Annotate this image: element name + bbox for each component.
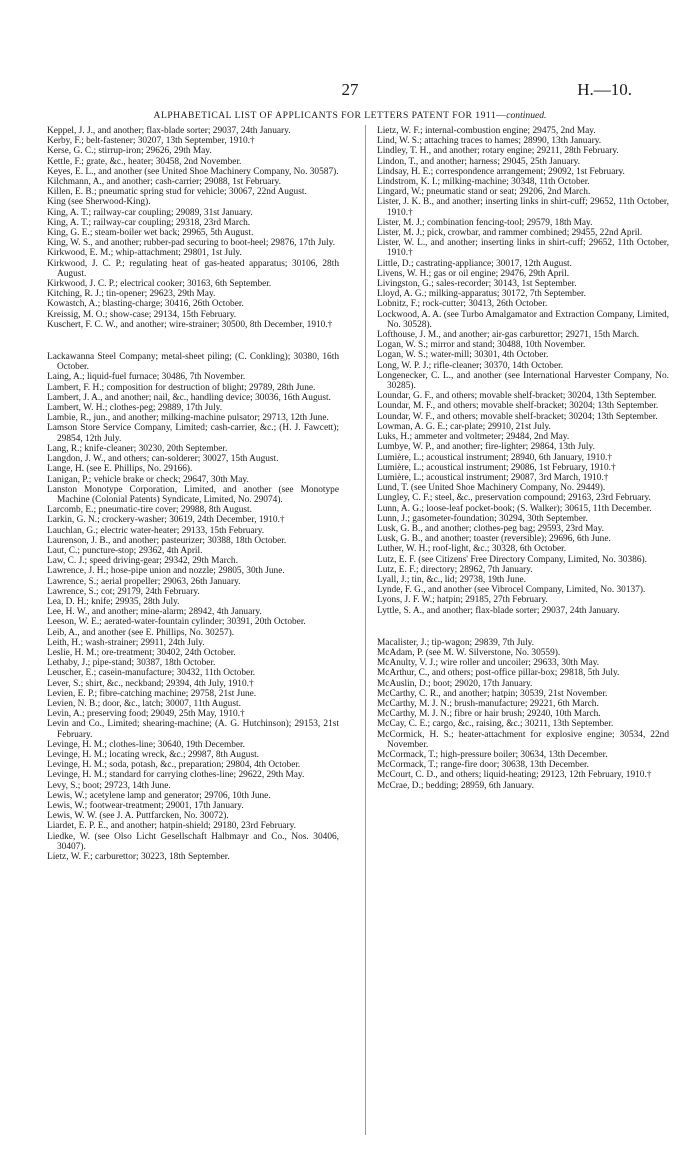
- list-entry: Lamson Store Service Company, Limited; cash-carrier, &c.; (H. J. Fawcett); 29854, 12th July.: [47, 423, 339, 444]
- list-entry: Luther, W. H.; roof-light, &c.; 30328, 6th October.: [377, 544, 567, 555]
- list-entry: Lang, R.; knife-cleaner; 30230, 20th September.: [47, 443, 228, 454]
- right-column: [377, 126, 669, 791]
- list-entry: Lingard, W.; pneumatic stand or seat; 29206, 2nd March.: [377, 187, 591, 198]
- list-entry: Lewis, W.; footwear-treatment; 29001, 17th January.: [47, 801, 244, 811]
- list-entry: McAuslin, D.; boot; 29020, 17th January.: [377, 678, 533, 689]
- list-entry: Logan, W. S.; water-mill; 30301, 4th October.: [377, 350, 549, 361]
- list-entry: Lawrence, J. H.; hose-pipe union and nozzle; 29805, 30th June.: [47, 566, 285, 577]
- list-entry: Lethaby, J.; pipe-stand; 30387, 18th October.: [47, 658, 216, 669]
- list-entry: Lund, T. (see United Shoe Machinery Company, No. 29449).: [377, 483, 606, 494]
- list-entry: Lumière, L.; acoustical instrument; 29087, 3rd March, 1910.†: [377, 472, 609, 483]
- list-entry: Levien, N. B.; door, &c., latch; 30007, 11th August.: [47, 698, 241, 709]
- list-entry: Lind, W. S.; attaching traces to hames; 28990, 13th January.: [377, 136, 602, 147]
- list-entry: Livingston, G.; sales-recorder; 30143, 1st September.: [377, 279, 577, 290]
- list-entry: Kerse, G. C.; stirrup-iron; 29626, 29th May.: [47, 146, 212, 157]
- list-entry: Kilchmann, A., and another; cash-carrier; 29088, 1st February.: [47, 177, 281, 188]
- list-entry: Kirkwood, E. M.; whip-attachment; 29801, 1st July.: [47, 248, 242, 259]
- list-entry: Liedke, W. (see Olso Licht Gesellschaft Halbmayr and Co., Nos. 30406, 30407).: [47, 831, 339, 852]
- list-entry: Lietz, W. F.; internal-combustion engine; 29475, 2nd May.: [377, 126, 596, 136]
- list-entry: Lauchlan, G.; electric water-heater; 29133, 15th February.: [47, 525, 265, 536]
- list-entry: Macalister, J.; tip-wagon; 29839, 7th July.: [377, 637, 535, 648]
- list-entry: Kirkwood, J. C. P.; regulating heat of gas-heated apparatus; 30106, 28th August.: [47, 258, 339, 279]
- list-entry: Lange, H. (see E. Phillips, No. 29166).: [47, 464, 193, 475]
- list-entry: Lea, D. H.; knife; 29935, 28th July.: [47, 596, 180, 607]
- list-entry: Lumière, L.; acoustical instrument; 28940, 6th January, 1910.†: [377, 452, 613, 463]
- list-entry: McCarthy, C. R., and another; hatpin; 30539, 21st November.: [377, 688, 608, 699]
- list-entry: Lobnitz, F.; rock-cutter; 30413, 26th October.: [377, 299, 548, 310]
- list-entry: Lowman, A. G. E.; car-plate; 29910, 21st July.: [377, 421, 551, 432]
- list-entry: Lutz, E. F. (see Citizens' Free Directory Company, Limited, No. 30386).: [377, 554, 647, 565]
- list-entry: McCarthy, M. J. N.; fibre or hair brush; 29240, 10th March.: [377, 709, 601, 720]
- list-entry: Kitching, R. J.; tin-opener; 29623, 29th May.: [47, 289, 216, 300]
- title-continued: continued.: [506, 110, 547, 121]
- list-entry: McCay, C. E.; cargo, &c., raising, &c.; 30211, 13th September.: [377, 719, 614, 730]
- left-column: [47, 126, 339, 862]
- list-entry: Loundar, M. F., and others; movable shelf-bracket; 30204; 13th September.: [377, 401, 659, 412]
- list-entry: Levin and Co., Limited; shearing-machine; (A. G. Hutchinson); 29153, 21st February.: [47, 719, 339, 740]
- list-entry: Larkin, G. N.; crockery-washer; 30619, 24th December, 1910.†: [47, 515, 285, 526]
- list-entry: King (see Sherwood-King).: [47, 197, 151, 208]
- list-entry: Law, C. J.; speed driving-gear; 29342, 29th March.: [47, 556, 238, 567]
- list-entry: Leith, H.; wash-strainer; 29911, 24th July.: [47, 637, 205, 648]
- list-entry: Lister, J. K. B., and another; inserting links in shirt-cuff; 29652, 11th October, 1910.†: [377, 197, 669, 218]
- list-entry: Long, W. P. J.; rifle-cleaner; 30370, 14th October.: [377, 360, 564, 371]
- list-entry: Lewis, W. W. (see J. A. Puttfarcken, No. 30072).: [47, 811, 229, 822]
- list-entry: Levinge, H. M.; standard for carrying clothes-line; 29622, 29th May.: [47, 770, 305, 781]
- list-entry: Lawrence, S.; cot; 29179, 24th February.: [47, 586, 200, 597]
- list-entry: Laing, A.; liquid-fuel furnace; 30486, 7th November.: [47, 372, 246, 383]
- list-entry: Lockwood, A. A. (see Turbo Amalgamator and Extraction Company, Limited, No. 30528).: [377, 309, 669, 330]
- page-number: 27: [341, 80, 359, 99]
- list-entry: Levinge, H. M.; soda, potash, &c., preparation; 29804, 4th October.: [47, 760, 301, 771]
- list-entry: Leib, A., and another (see E. Phillips, No. 30257).: [47, 627, 235, 638]
- column-divider: [365, 125, 366, 1135]
- list-entry: Lyall, J.; tin, &c., lid; 29738, 19th June.: [377, 574, 526, 585]
- list-entry: McCormack, T.; high-pressure boiler; 30634, 13th December.: [377, 749, 608, 760]
- list-entry: McCrae, D.; bedding; 28959, 6th January.: [377, 780, 534, 791]
- list-entry: Larcomb, E.; pneumatic-tire cover; 29988, 8th August.: [47, 505, 252, 516]
- list-entry: King, G. E.; steam-boiler wet back; 29965, 5th August.: [47, 228, 254, 239]
- list-entry: King, W. S., and another; rubber-pad securing to boot-heel; 29876, 17th July.: [47, 238, 336, 249]
- list-entry: Kreissig, M. O.; show-case; 29134, 15th February.: [47, 309, 237, 320]
- list-entry: Levinge, H. M.; locating wreck, &c.; 29987, 8th August.: [47, 749, 260, 760]
- list-entry: Lambert, W. H.; clothes-peg; 29889, 17th July.: [47, 403, 223, 414]
- list-entry: Lambert, J. A., and another; nail, &c., handling device; 30036, 16th August.: [47, 392, 331, 403]
- list-entry: Leuscher, E.; casein-manufacture; 30432, 11th October.: [47, 668, 256, 679]
- list-entry: McCarthy, M. J. N.; brush-manufacture; 29221, 6th March.: [377, 698, 599, 709]
- list-entry: Levien, E. P.; fibre-catching machine; 29758, 21st June.: [47, 688, 257, 699]
- list-entry: Lunn, J.; gasometer-foundation; 30294, 30th September.: [377, 513, 588, 524]
- list-entry: Killen, E. B.; pneumatic spring stud for vehicle; 30067, 22nd August.: [47, 187, 307, 198]
- list-entry: Luks, H.; ammeter and voltmeter; 29484, 2nd May.: [377, 432, 570, 443]
- list-entry: Lusk, G. B., and another; toaster (reversible); 29696, 6th June.: [377, 534, 611, 545]
- list-entry: Lever, S.; shirt, &c., neckband; 29394, 4th July, 1910.†: [47, 678, 254, 689]
- list-entry: Lewis, W.; acetylene lamp and generator; 29706, 10th June.: [47, 790, 271, 801]
- list-entry: Lambie, R., jun., and another; milking-machine pulsator; 29713, 12th June.: [47, 413, 329, 424]
- list-entry: Keppel, J. J., and another; flax-blade sorter; 29037, 24th January.: [47, 126, 291, 136]
- list-entry: Levy, S.; boot; 29723, 14th June.: [47, 780, 171, 791]
- list-entry: Lanigan, P.; vehicle brake or check; 29647, 30th May.: [47, 474, 249, 485]
- list-entry: Lindstrom, K. I.; milking-machine; 30348, 11th October.: [377, 177, 590, 188]
- list-entry: Lofthouse, J. M., and another; air-gas carburettor; 29271, 15th March.: [377, 330, 640, 341]
- list-entry: Lumière, L.; acoustical instrument; 29086, 1st February, 1910.†: [377, 462, 616, 473]
- list-entry: McAdam, P. (see M. W. Silverstone, No. 30559).: [377, 647, 561, 658]
- list-entry: Lietz, W. F.; carburettor; 30223, 18th September.: [47, 852, 230, 863]
- list-entry: Liardet, E. P. E., and another; hatpin-shield; 29180, 23rd February.: [47, 821, 297, 832]
- list-entry: Lee, H. W., and another; mine-alarm; 28942, 4th January.: [47, 607, 262, 618]
- list-entry: Lister, M. J.; pick, crowbar, and rammer combined; 29455, 22nd April.: [377, 228, 643, 239]
- list-entry: Levin, A.; preserving food; 29049, 25th May, 1910.†: [47, 709, 245, 720]
- list-entry: Lister, W. L., and another; inserting links in shirt-cuff; 29652, 11th October, 1910.†: [377, 238, 669, 259]
- list-entry: McCormick, H. S.; heater-attachment for explosive engine; 30534, 22nd November.: [377, 729, 669, 750]
- list-entry: King, A. T.; railway-car coupling; 29318, 23rd March.: [47, 217, 251, 228]
- page-title: [0, 110, 700, 121]
- list-entry: Lindsay, H. E.; correspondence arrangement; 29092, 1st February.: [377, 166, 625, 177]
- list-entry: Lambert, F. H.; composition for destruction of blight; 29789, 28th June.: [47, 382, 316, 393]
- list-entry: Livens, W. H.; gas or oil engine; 29476, 29th April.: [377, 268, 570, 279]
- list-entry: Lawrence, S.; aerial propeller; 29063, 26th January.: [47, 576, 241, 587]
- list-entry: King, A. T.; railway-car coupling; 29089, 31st January.: [47, 207, 253, 218]
- list-entry: Leeson, W. E.; aerated-water-fountain cylinder; 30391, 20th October.: [47, 617, 306, 628]
- list-entry: Longenecker, C. L., and another (see International Harvester Company, No. 30285).: [377, 370, 669, 392]
- list-entry: Lynde, F. G., and another (see Vibrocel Company, Limited, No. 30137).: [377, 585, 646, 596]
- list-entry: Loundar, G. F., and others; movable shelf-bracket; 30204, 13th September.: [377, 391, 657, 402]
- list-entry: Lunn, A. G.; loose-leaf pocket-book; (S. Walker); 30615, 11th December.: [377, 503, 652, 514]
- list-entry: Kowastch, A.; blasting-charge; 30416, 26th October.: [47, 299, 244, 310]
- list-entry: Kerby, F.; belt-fastener; 30207, 13th September, 1910.†: [47, 136, 255, 147]
- list-entry: Little, D.; castrating-appliance; 30017, 12th August.: [377, 258, 572, 269]
- list-entry: Lloyd, A. G.; milking-apparatus; 30172, 7th September.: [377, 289, 586, 300]
- list-entry: Langdon, J. W., and others; can-solderer; 30027, 15th August.: [47, 454, 279, 465]
- list-entry: Lister, M. J.; combination fencing-tool; 29579, 18th May.: [377, 217, 593, 228]
- list-entry: Lungley, C. F.; steel, &c., preservation compound; 29163, 23rd February.: [377, 493, 651, 504]
- list-entry: Keyes, E. L., and another (see United Shoe Machinery Company, No. 30587).: [47, 166, 339, 177]
- list-entry: Lyttle, S. A., and another; flax-blade sorter; 29037, 24th January.: [377, 605, 620, 616]
- list-entry: McCourt, C. D., and others; liquid-heating; 29123, 12th February, 1910.†: [377, 770, 652, 781]
- list-entry: Levinge, H. M.; clothes-line; 30640, 19th December.: [47, 739, 245, 750]
- list-entry: McCormack, T.; range-fire door; 30638, 13th December.: [377, 760, 589, 771]
- list-entry: McAnulty, V. J.; wire roller and uncoiler; 29633, 30th May.: [377, 658, 600, 669]
- list-entry: Loundar, W. F., and others; movable shelf-bracket; 30204; 13th September.: [377, 411, 658, 422]
- list-entry: Laurenson, J. B., and another; pasteurizer; 30388, 18th October.: [47, 535, 287, 546]
- list-entry: McArthur, C., and others; post-office pillar-box; 29818, 5th July.: [377, 668, 620, 679]
- list-entry: Kuschert, F. C. W., and another; wire-strainer; 30500, 8th December, 1910.†: [47, 319, 333, 330]
- list-entry: Laut, C.; puncture-stop; 29362, 4th April.: [47, 545, 203, 556]
- list-entry: Lutz, E. F.; directory; 28962, 7th January.: [377, 564, 533, 575]
- list-entry: Lackawanna Steel Company; metal-sheet piling; (C. Conkling); 30380, 16th October.: [47, 352, 339, 373]
- list-entry: Kirkwood, J. C. P.; electrical cooker; 30163, 6th September.: [47, 279, 272, 290]
- list-entry: Logan, W. S.; mirror and stand; 30488, 10th November.: [377, 340, 586, 351]
- title-main: ALPHABETICAL LIST OF APPLICANTS FOR LETTERS PATENT FOR 1911—: [153, 110, 507, 121]
- document-reference: H.—10.: [577, 80, 632, 99]
- list-entry: Lindon, T., and another; harness; 29045, 25th January.: [377, 156, 581, 167]
- list-entry: Kettle, F.; grate, &c., heater; 30458, 2nd November.: [47, 156, 242, 167]
- list-entry: Lusk, G. B., and another; clothes-peg bag; 29593, 23rd May.: [377, 523, 604, 534]
- list-entry: Lindley, T. H., and another; rotary engine; 29211, 28th February.: [377, 146, 619, 157]
- list-entry: Lumbye, W. P., and another; fire-lighter; 29864, 13th July.: [377, 442, 595, 453]
- list-entry: Lyons, J. F. W.; hatpin; 29185, 27th February.: [377, 595, 548, 606]
- list-entry: Leslie, H. M.; ore-treatment; 30402, 24th October.: [47, 647, 236, 658]
- list-entry: Lanston Monotype Corporation, Limited, and another (see Monotype Machine (Colonial Patents) Syndicate, Limited, No. 29074).: [47, 484, 339, 505]
